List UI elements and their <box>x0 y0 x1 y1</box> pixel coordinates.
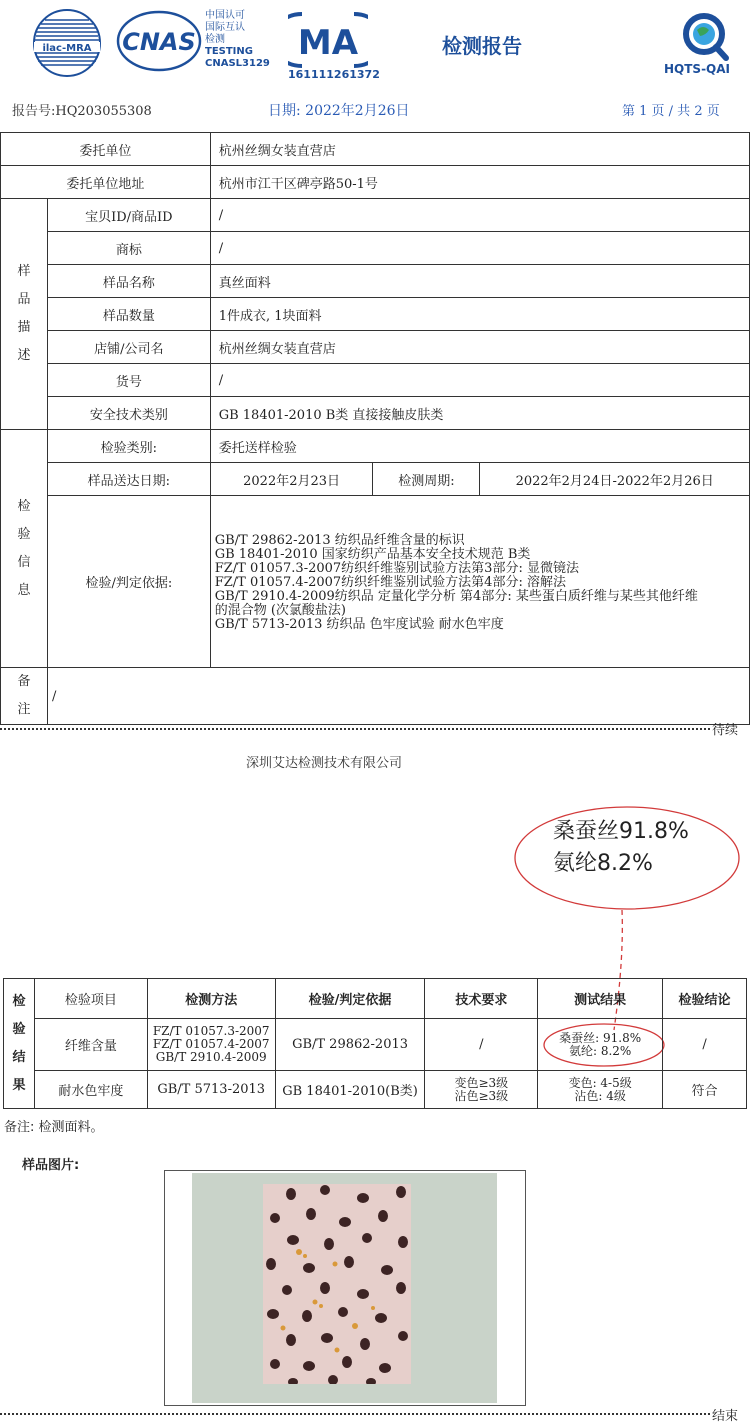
test-period-value: 2022年2月24日-2022年2月26日 <box>480 463 750 496</box>
inspection-type-value: 委托送样检验 <box>210 430 749 463</box>
sample-row-value: 真丝面料 <box>210 265 749 298</box>
client-address-label: 委托单位地址 <box>1 166 211 199</box>
sample-description-section-label: 样 品 描 述 <box>1 199 48 430</box>
remarks-section-label: 备 注 <box>1 668 48 725</box>
sample-row-label: 样品名称 <box>47 265 210 298</box>
received-date-value: 2022年2月23日 <box>210 463 373 496</box>
results-note: 备注: 检测面料。 <box>4 1120 104 1135</box>
results-header: 检测方法 <box>147 979 275 1019</box>
result-method: GB/T 5713-2013 <box>147 1071 275 1109</box>
inspection-info-section-label: 检 验 信 息 <box>1 430 48 668</box>
result-basis: GB 18401-2010(B类) <box>275 1071 425 1109</box>
result-value: 变色: 4-5级 沾色: 4级 <box>538 1071 663 1109</box>
table-row <box>4 1071 747 1109</box>
result-conclusion: 符合 <box>663 1071 747 1109</box>
report-date: 日期: 2022年2月26日 <box>268 103 410 119</box>
result-method: FZ/T 01057.3-2007 FZ/T 01057.4-2007 GB/T 2910.4-2009 <box>147 1019 275 1071</box>
result-value: 桑蚕丝: 91.8% 氨纶: 8.2% <box>538 1019 663 1071</box>
result-requirement: 变色≥3级 沾色≥3级 <box>425 1071 538 1109</box>
result-item: 纤维含量 <box>34 1019 147 1071</box>
inspection-type-label: 检验类别: <box>47 430 210 463</box>
page-divider <box>0 728 710 730</box>
sample-row-label: 宝贝ID/商品ID <box>47 199 210 232</box>
svg-text:MA: MA <box>297 23 359 63</box>
received-date-label: 样品送达日期: <box>47 463 210 496</box>
basis-label: 检验/判定依据: <box>47 496 210 668</box>
cma-number: 161111261372 <box>288 68 380 81</box>
results-header: 测试结果 <box>538 979 663 1019</box>
cnas-logo-icon <box>116 10 202 72</box>
cma-logo-icon <box>288 8 368 68</box>
hqts-logo-text: HQTS-QAI <box>664 62 731 76</box>
basis-standards-list: GB/T 29862-2013 纺织品纤维含量的标识 GB 18401-2010 国家纺织产品基本安全技术规范 B类 FZ/T 01057.3-2007纺织纤维鉴别试验方法第3部分: 显微镜法 FZ/T 01057.4-2007纺织纤维鉴别试验方法第4部分: 溶解法 GB/T 2910.4-2009纺织品 定量化学分析 第4部分: 某些蛋白质纤维与某些其他纤维 的混合物 (次氯酸盐法) GB/T 5713-2013 纺织品 色牢度试验 耐水色牢度 <box>210 496 749 668</box>
fabric-sample-image <box>263 1184 411 1384</box>
svg-text:ilac-MRA: ilac-MRA <box>42 43 92 54</box>
report-info-table <box>0 132 750 725</box>
result-conclusion: / <box>663 1019 747 1071</box>
end-divider <box>0 1413 710 1415</box>
fiber-content-callout: 桑蚕丝91.8% 氨纶8.2% <box>553 819 689 876</box>
report-number: 报告号:HQ203055308 <box>12 104 152 119</box>
client-name-value: 杭州丝绸女装直营店 <box>210 133 749 166</box>
company-name: 深圳艾达检测技术有限公司 <box>246 756 403 771</box>
sample-image-label: 样品图片: <box>22 1158 80 1173</box>
results-header: 技术要求 <box>425 979 538 1019</box>
cnas-accreditation-text: 中国认可 国际互认 检测 TESTING CNASL3129 <box>205 10 270 69</box>
end-label: 结束 <box>712 1409 739 1424</box>
ilac-mra-logo-icon <box>32 8 102 78</box>
sample-row-label: 安全技术类别 <box>47 397 210 430</box>
results-section-label: 检 验 结 果 <box>4 979 35 1109</box>
sample-row-value: GB 18401-2010 B类 直接接触皮肤类 <box>210 397 749 430</box>
sample-row-label: 样品数量 <box>47 298 210 331</box>
results-header: 检验/判定依据 <box>275 979 425 1019</box>
continued-label: 待续 <box>712 723 739 738</box>
sample-row-value: 杭州丝绸女装直营店 <box>210 331 749 364</box>
sample-row-value: / <box>210 232 749 265</box>
sample-row-value: / <box>210 199 749 232</box>
result-basis: GB/T 29862-2013 <box>275 1019 425 1071</box>
sample-row-value: 1件成衣, 1块面料 <box>210 298 749 331</box>
table-row <box>4 1019 747 1071</box>
sample-row-label: 商标 <box>47 232 210 265</box>
result-requirement: / <box>425 1019 538 1071</box>
report-title: 检测报告 <box>442 34 522 58</box>
sample-row-label: 店铺/公司名 <box>47 331 210 364</box>
page-indicator: 第 1 页 / 共 2 页 <box>622 104 720 119</box>
results-header: 检验结论 <box>663 979 747 1019</box>
test-results-table <box>3 978 747 1109</box>
svg-text:CNAS: CNAS <box>122 28 196 56</box>
results-header: 检验项目 <box>34 979 147 1019</box>
client-name-label: 委托单位 <box>1 133 211 166</box>
sample-row-label: 货号 <box>47 364 210 397</box>
client-address-value: 杭州市江干区碑亭路50-1号 <box>210 166 749 199</box>
remarks-value: / <box>47 668 749 725</box>
test-period-label: 检测周期: <box>373 463 480 496</box>
sample-row-value: / <box>210 364 749 397</box>
result-item: 耐水色牢度 <box>34 1071 147 1109</box>
